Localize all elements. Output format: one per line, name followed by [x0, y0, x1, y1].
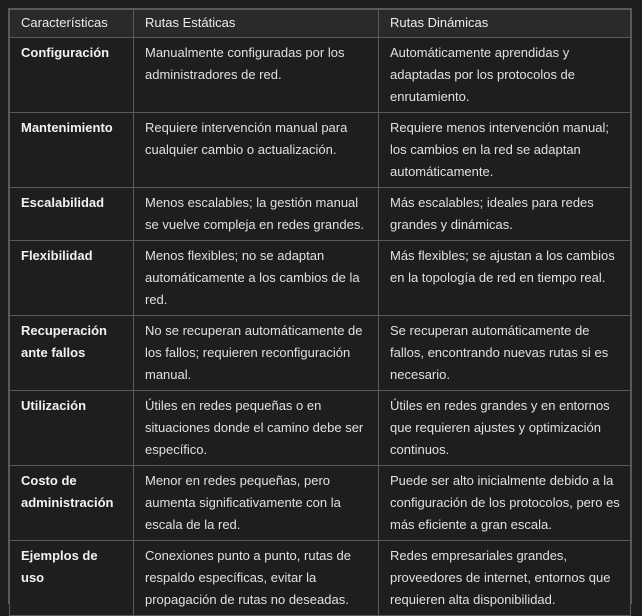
row-static-value: Útiles en redes pequeñas o en situaciones donde el camino debe ser específico.: [134, 391, 379, 466]
header-static-routes: Rutas Estáticas: [134, 10, 379, 38]
table-row: [10, 391, 631, 466]
table-body: [10, 38, 631, 616]
row-static-value: Conexiones punto a punto, rutas de respaldo específicas, evitar la propagación de rutas no deseadas.: [134, 541, 379, 616]
row-static-value: Requiere intervención manual para cualquier cambio o actualización.: [134, 113, 379, 188]
row-feature: Ejemplos de uso: [10, 541, 134, 616]
row-dynamic-value: Más flexibles; se ajustan a los cambios en la topología de red en tiempo real.: [379, 241, 631, 316]
comparison-table-container: [8, 8, 632, 607]
header-characteristics: Características: [10, 10, 134, 38]
row-static-value: Menor en redes pequeñas, pero aumenta significativamente con la escala de la red.: [134, 466, 379, 541]
row-static-value: No se recuperan automáticamente de los fallos; requieren reconfiguración manual.: [134, 316, 379, 391]
row-dynamic-value: Útiles en redes grandes y en entornos que requieren ajustes y optimización continuos.: [379, 391, 631, 466]
row-dynamic-value: Se recuperan automáticamente de fallos, encontrando nuevas rutas si es necesario.: [379, 316, 631, 391]
row-dynamic-value: Redes empresariales grandes, proveedores de internet, entornos que requieren alta disponibilidad.: [379, 541, 631, 616]
row-static-value: Menos escalables; la gestión manual se vuelve compleja en redes grandes.: [134, 188, 379, 241]
header-dynamic-routes: Rutas Dinámicas: [379, 10, 631, 38]
table-row: [10, 38, 631, 113]
row-feature: Flexibilidad: [10, 241, 134, 316]
row-dynamic-value: Automáticamente aprendidas y adaptadas por los protocolos de enrutamiento.: [379, 38, 631, 113]
row-feature: Utilización: [10, 391, 134, 466]
table-row: [10, 316, 631, 391]
row-feature: Costo de administración: [10, 466, 134, 541]
row-static-value: Menos flexibles; no se adaptan automáticamente a los cambios de la red.: [134, 241, 379, 316]
table-row: [10, 241, 631, 316]
comparison-table: [9, 9, 631, 616]
row-feature: Escalabilidad: [10, 188, 134, 241]
table-row: [10, 466, 631, 541]
table-row: [10, 188, 631, 241]
table-row: [10, 113, 631, 188]
table-row: [10, 541, 631, 616]
row-feature: Configuración: [10, 38, 134, 113]
row-dynamic-value: Puede ser alto inicialmente debido a la configuración de los protocolos, pero es más eficiente a gran escala.: [379, 466, 631, 541]
row-feature: Recuperación ante fallos: [10, 316, 134, 391]
row-dynamic-value: Más escalables; ideales para redes grandes y dinámicas.: [379, 188, 631, 241]
header-row: [10, 10, 631, 38]
table-header: [10, 10, 631, 38]
row-feature: Mantenimiento: [10, 113, 134, 188]
row-static-value: Manualmente configuradas por los administradores de red.: [134, 38, 379, 113]
row-dynamic-value: Requiere menos intervención manual; los cambios en la red se adaptan automáticamente.: [379, 113, 631, 188]
